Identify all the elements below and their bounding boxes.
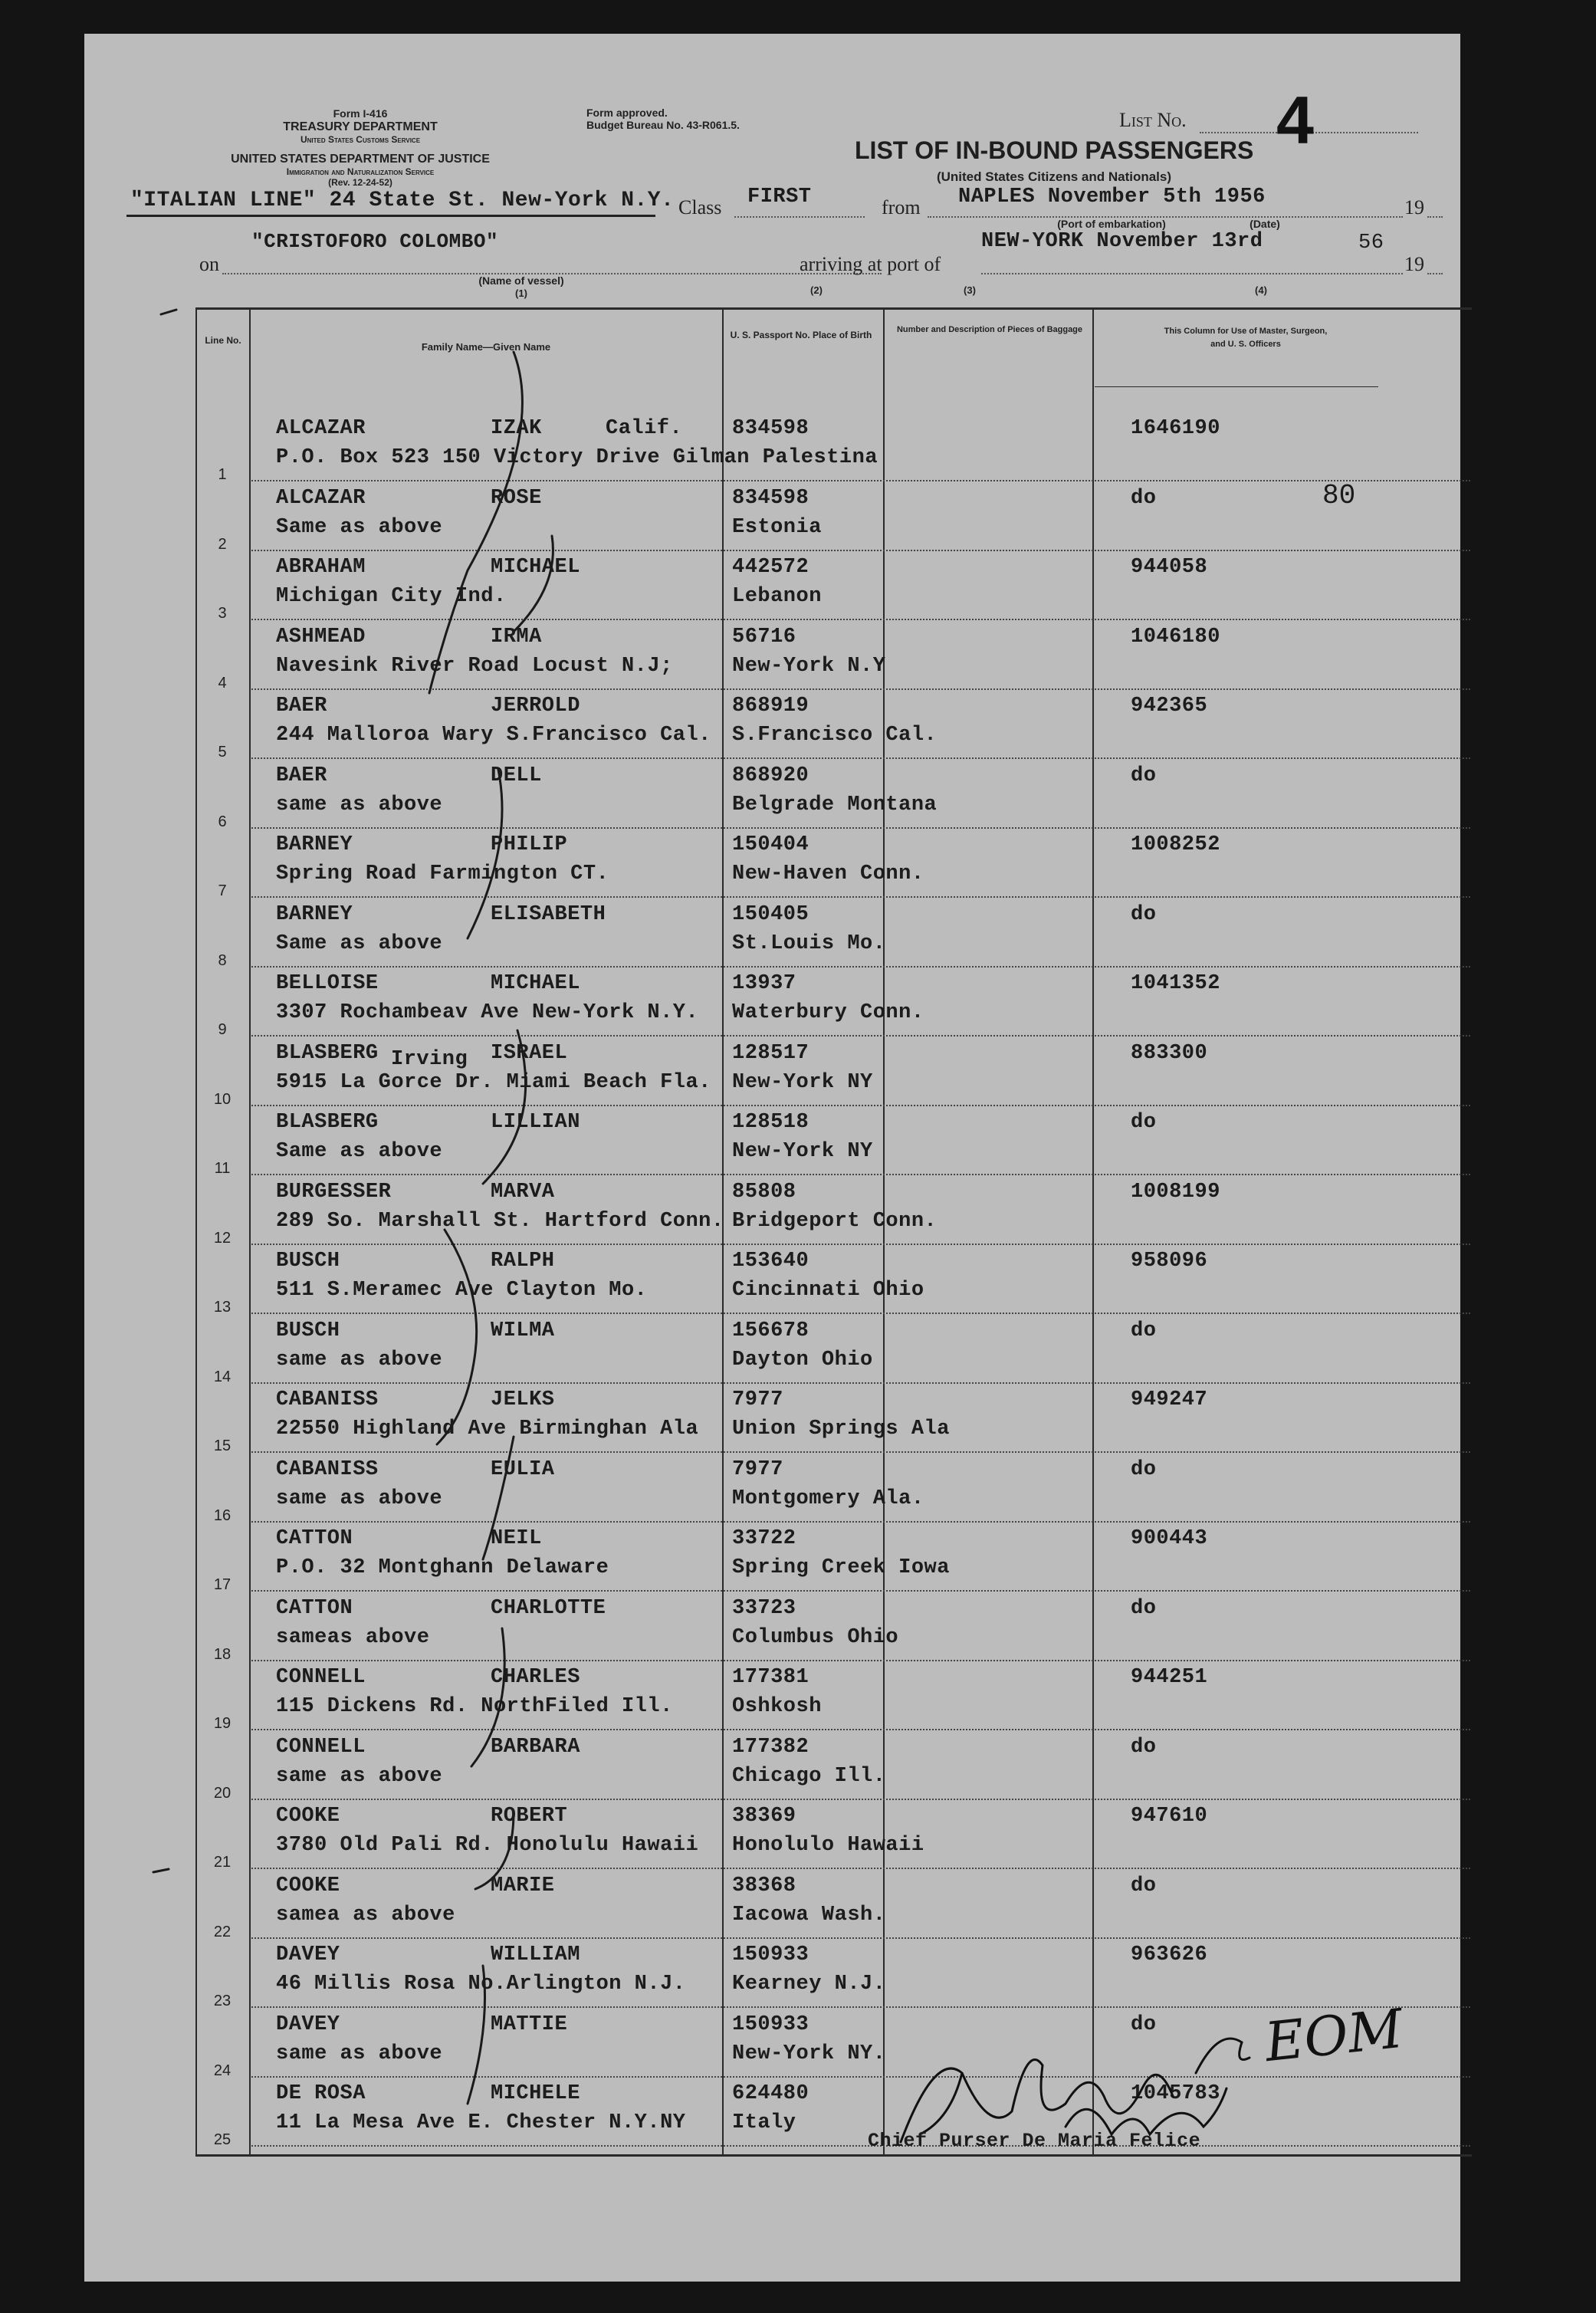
line-number: 17 [213,1576,232,1593]
address: same as above [276,1349,443,1372]
place-of-birth: Waterbury Conn. [732,1001,924,1024]
address: 3307 Rochambeav Ave New-York N.Y. [276,1001,699,1024]
line-number: 11 [214,1160,231,1177]
family-name: COOKE [276,1874,340,1897]
class-value: FIRST [747,186,812,209]
passport-no: 868920 [732,764,809,787]
given-name: CHARLES [491,1666,580,1689]
passport-no: 7977 [732,1458,783,1481]
year-label-2: 19 [1404,253,1424,275]
given-name: CHARLOTTE [491,1597,606,1620]
passport-no: 153640 [732,1250,809,1273]
given-name: WILLIAM [491,1943,580,1966]
passport-no: 624480 [732,2082,809,2105]
address: P.O. Box 523 150 Victory Drive Gilman Palestina [276,446,878,469]
family-name: DE ROSA [276,2082,366,2105]
given-name: RALPH [491,1250,555,1273]
address: Spring Road Farmington CT. [276,862,609,885]
header-line-no: Line No. [205,335,241,346]
address: 5915 La Gorce Dr. Miami Beach Fla. [276,1071,711,1094]
passport-no: 156678 [732,1319,809,1342]
family-name: CABANISS [276,1388,379,1411]
officer-code: 944058 [1131,556,1208,579]
officer-code: 947610 [1131,1805,1208,1828]
address: 46 Millis Rosa No.Arlington N.J. [276,1973,686,1996]
address: Same as above [276,1140,443,1163]
address: Same as above [276,932,443,955]
officer-code: 944251 [1131,1666,1208,1689]
line-number: 8 [218,952,227,969]
officer-code: 949247 [1131,1388,1208,1411]
address: 3780 Old Pali Rd. Honolulu Hawaii [276,1834,699,1857]
given-name: DELL [491,764,542,787]
officer-code: do [1131,1458,1157,1481]
line-number: 14 [213,1368,232,1385]
passport-no: 177382 [732,1736,809,1759]
side-note: 80 [1322,480,1356,511]
place-of-birth: Belgrade Montana [732,793,938,816]
address: 115 Dickens Rd. NorthFiled Ill. [276,1695,673,1718]
date-caption: (Date) [1250,218,1280,230]
place-of-birth: Montgomery Ala. [732,1487,924,1510]
form-page [84,34,1460,2282]
given-name: ROBERT [491,1805,568,1828]
given-name: MICHELE [491,2082,580,2105]
given-name: LILLIAN [491,1111,580,1134]
officer-code: 963626 [1131,1943,1208,1966]
address: Michigan City Ind. [276,585,507,608]
year-label-1: 19 [1404,196,1424,218]
vessel-caption: (Name of vessel) [478,274,564,287]
officer-code: 958096 [1131,1250,1208,1273]
given-name: ROSE [491,487,542,510]
place-of-birth: Cincinnati Ohio [732,1279,924,1302]
family-name: COOKE [276,1805,340,1828]
passport-no: 868919 [732,695,809,718]
line-number: 24 [213,2062,232,2079]
family-name: BLASBERG [276,1042,379,1065]
header-name: Family Name—Given Name [421,341,551,353]
name-note: Irving [391,1048,468,1071]
initials-signature: EOM [1262,1996,1406,2075]
passport-no: 150933 [732,2013,809,2036]
revision-date: (Rev. 12-24-52) [328,177,392,188]
given-name: WILMA [491,1319,555,1342]
line-number: 20 [213,1785,232,1802]
family-name: BUSCH [276,1250,340,1273]
page-subtitle: (United States Citizens and Nationals) [936,169,1172,184]
port-embarkation-caption: (Port of embarkation) [1057,218,1166,230]
list-no-value: 4 [1276,82,1314,158]
line-number: 7 [218,882,227,899]
arrival-value: NEW-YORK November 13rd [981,230,1263,253]
place-of-birth: Iacowa Wash. [732,1904,886,1927]
line-number: 21 [213,1854,232,1871]
family-name: BUSCH [276,1319,340,1342]
passport-no: 38369 [732,1805,796,1828]
from-value: NAPLES November 5th 1956 [958,186,1266,209]
col-num-4: (4) [1255,284,1267,296]
line-number: 15 [213,1437,232,1454]
family-name: BAER [276,764,327,787]
family-name: DAVEY [276,2013,340,2036]
family-name: ALCAZAR [276,487,366,510]
given-name: EULIA [491,1458,555,1481]
line-number: 3 [218,605,227,622]
officer-code: do [1131,1736,1157,1759]
given-name: ISRAEL [491,1042,568,1065]
col-num-3: (3) [964,284,976,296]
address: Navesink River Road Locust N.J; [276,655,673,678]
officer-code: do [1131,2013,1157,2036]
address: samea as above [276,1904,455,1927]
passport-no: 56716 [732,626,796,649]
line-number: 12 [213,1230,232,1247]
list-no-label: List No. [1119,109,1187,131]
header-baggage: Number and Description of Pieces of Baggage [896,325,1083,334]
officer-code: 942365 [1131,695,1208,718]
line-number: 16 [213,1507,232,1524]
line-number: 10 [213,1091,232,1108]
officer-code: 1046180 [1131,626,1220,649]
place-of-birth: Chicago Ill. [732,1765,886,1788]
passport-no: 128518 [732,1111,809,1134]
line-number: 25 [213,2131,232,2148]
line-number: 9 [218,1021,227,1038]
passport-no: 442572 [732,556,809,579]
family-name: BLASBERG [276,1111,379,1134]
line-number: 13 [213,1299,232,1316]
place-of-birth: New-Haven Conn. [732,862,924,885]
officer-code: 883300 [1131,1042,1208,1065]
officer-code: do [1131,1874,1157,1897]
given-name: JERROLD [491,695,580,718]
address: sameas above [276,1626,430,1649]
passport-no: 177381 [732,1666,809,1689]
passport-no: 7977 [732,1388,783,1411]
officer-code: do [1131,487,1157,510]
handwritten-marks [84,34,1460,2282]
place-of-birth: S.Francisco Cal. [732,724,938,747]
officer-code: do [1131,1597,1157,1620]
place-of-birth: Lebanon [732,585,822,608]
officer-code: 1646190 [1131,417,1220,440]
arrival-year: 56 [1358,232,1384,255]
given-name: JELKS [491,1388,555,1411]
form-approved: Form approved. [586,107,668,119]
family-name: CONNELL [276,1736,366,1759]
name-note: Calif. [606,417,683,440]
officer-code: 1008252 [1131,833,1220,856]
line-number: 6 [218,813,227,830]
line-number: 18 [213,1646,232,1663]
address: 11 La Mesa Ave E. Chester N.Y.NY [276,2111,686,2134]
place-of-birth: Estonia [732,516,822,539]
given-name: IZAK [491,417,542,440]
address: same as above [276,2042,443,2065]
address: 289 So. Marshall St. Hartford Conn. [276,1210,724,1233]
col-num-2: (2) [810,284,823,296]
place-of-birth: Kearney N.J. [732,1973,886,1996]
family-name: BURGESSER [276,1181,392,1204]
budget-bureau: Budget Bureau No. 43-R061.5. [586,119,740,131]
place-of-birth: New-York NY [732,1071,873,1094]
family-name: ABRAHAM [276,556,366,579]
officer-code: 1008199 [1131,1181,1220,1204]
place-of-birth: Columbus Ohio [732,1626,899,1649]
shipping-line: "ITALIAN LINE" 24 State St. New-York N.Y. [130,189,675,212]
officer-code: 1041352 [1131,972,1220,995]
address: 511 S.Meramec Ave Clayton Mo. [276,1279,648,1302]
officer-code: 1045783 [1131,2082,1220,2105]
family-name: DAVEY [276,1943,340,1966]
from-label: from [882,196,921,218]
officer-code: do [1131,764,1157,787]
line-number: 23 [213,1993,232,2009]
naturalization-service: Immigration and Naturalization Service [286,166,435,177]
line-number: 22 [213,1924,232,1940]
place-of-birth: Union Springs Ala [732,1418,950,1441]
on-label: on [199,253,219,275]
given-name: MARIE [491,1874,555,1897]
officer-code: do [1131,1319,1157,1342]
place-of-birth: New-York NY [732,1140,873,1163]
address: P.O. 32 Montghann Delaware [276,1556,609,1579]
passport-no: 834598 [732,417,809,440]
col-num-1: (1) [515,287,527,299]
place-of-birth: Honolulo Hawaii [732,1834,924,1857]
given-name: PHILIP [491,833,568,856]
family-name: CATTON [276,1597,353,1620]
place-of-birth: St.Louis Mo. [732,932,886,955]
vessel-name: "CRISTOFORO COLOMBO" [251,230,499,253]
treasury-dept: TREASURY DEPARTMENT [283,120,438,133]
family-name: ASHMEAD [276,626,366,649]
chief-purser: Chief Purser De Maria Felice [868,2130,1201,2152]
passport-no: 33722 [732,1527,796,1550]
family-name: BELLOISE [276,972,379,995]
place-of-birth: Oshkosh [732,1695,822,1718]
family-name: BARNEY [276,903,353,926]
place-of-birth: Italy [732,2111,796,2134]
address: Same as above [276,516,443,539]
officer-code: 900443 [1131,1527,1208,1550]
given-name: MARVA [491,1181,555,1204]
place-of-birth: Spring Creek Iowa [732,1556,950,1579]
justice-dept: UNITED STATES DEPARTMENT OF JUSTICE [231,153,490,166]
form-number: Form I-416 [333,107,388,120]
header-officers: This Column for Use of Master, Surgeon, and U. S. Officers [1164,327,1328,349]
passport-no: 38368 [732,1874,796,1897]
family-name: CONNELL [276,1666,366,1689]
address: same as above [276,1765,443,1788]
address: 244 Malloroa Wary S.Francisco Cal. [276,724,711,747]
passport-no: 150404 [732,833,809,856]
arriving-label: arriving at port of [800,253,941,275]
check-mark-1 [429,352,522,693]
family-name: CATTON [276,1527,353,1550]
place-of-birth: Dayton Ohio [732,1349,873,1372]
family-name: CABANISS [276,1458,379,1481]
given-name: IRMA [491,626,542,649]
family-name: BARNEY [276,833,353,856]
address: same as above [276,793,443,816]
given-name: MICHAEL [491,972,580,995]
line-number: 19 [213,1715,232,1732]
officer-code: do [1131,903,1157,926]
family-name: BAER [276,695,327,718]
line-number: 2 [218,536,227,553]
given-name: ELISABETH [491,903,606,926]
place-of-birth: New-York NY. [732,2042,886,2065]
officer-code: do [1131,1111,1157,1134]
place-of-birth: Bridgeport Conn. [732,1210,938,1233]
family-name: ALCAZAR [276,417,366,440]
address: 22550 Highland Ave Birminghan Ala [276,1418,699,1441]
address: same as above [276,1487,443,1510]
passport-no: 85808 [732,1181,796,1204]
passport-no: 150405 [732,903,809,926]
line-number: 5 [218,744,227,761]
line-number: 4 [218,675,227,692]
passport-no: 13937 [732,972,796,995]
passport-no: 33723 [732,1597,796,1620]
customs-service: United States Customs Service [300,134,421,145]
header-passport: U. S. Passport No. Place of Birth [730,330,872,340]
page-title: LIST OF IN-BOUND PASSENGERS [855,136,1254,164]
class-label: Class [678,196,722,218]
line-number: 1 [218,466,227,483]
given-name: MATTIE [491,2013,568,2036]
passport-no: 128517 [732,1042,809,1065]
place-of-birth: New-York N.Y [732,655,886,678]
passport-no: 834598 [732,487,809,510]
given-name: MICHAEL [491,556,580,579]
passport-no: 150933 [732,1943,809,1966]
given-name: NEIL [491,1527,542,1550]
given-name: BARBARA [491,1736,580,1759]
